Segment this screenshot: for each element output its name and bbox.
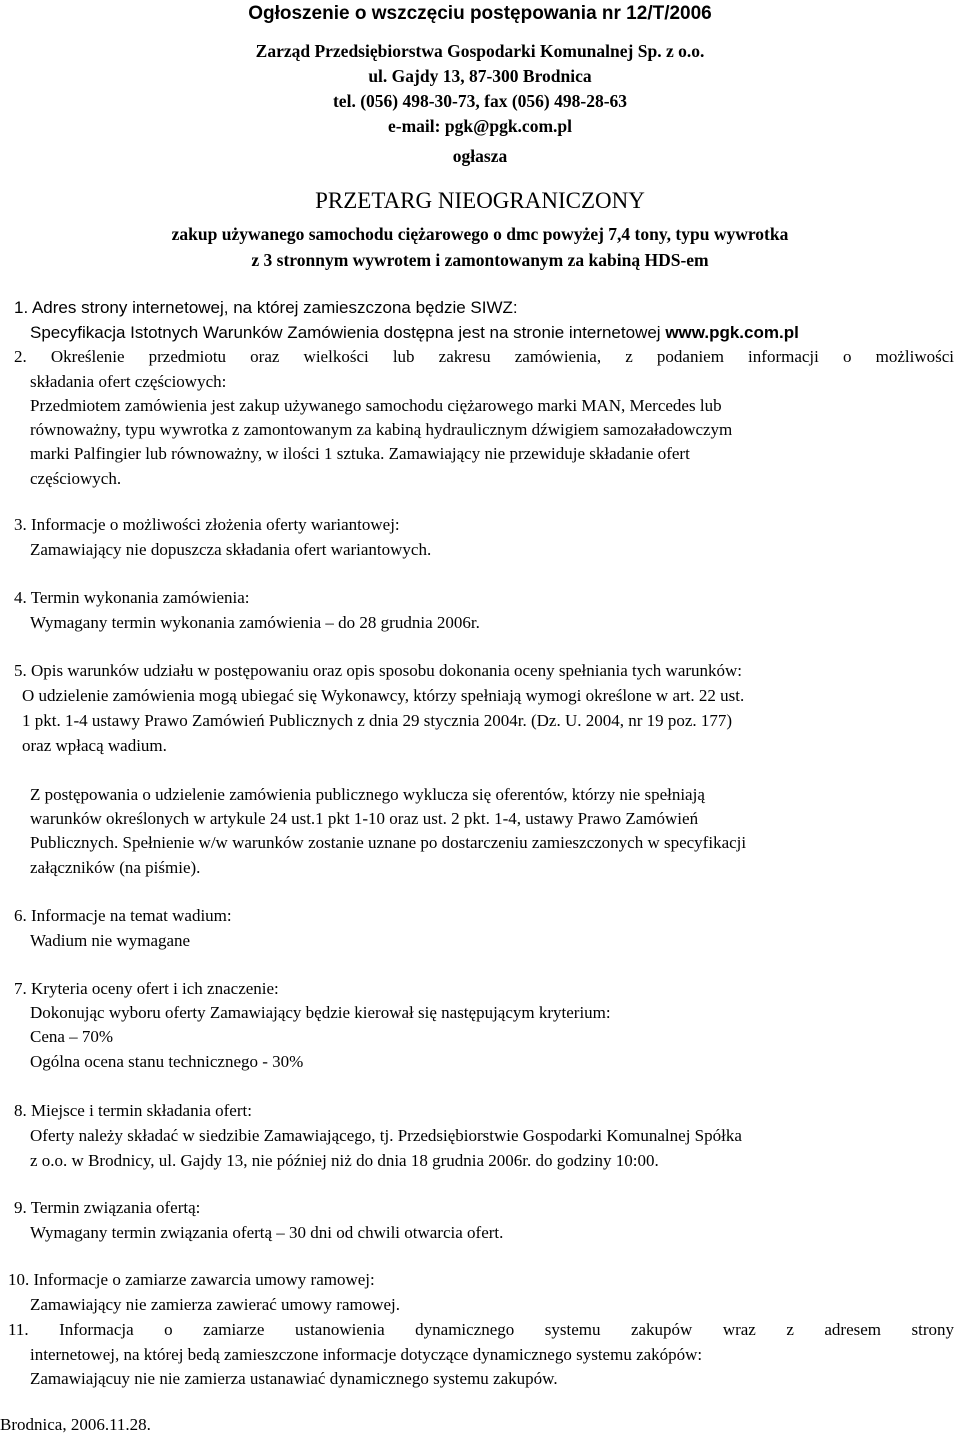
org-phone: tel. (056) 498-30-73, fax (056) 498-28-63 — [332, 91, 628, 111]
section-2-heading-cont: składania ofert częściowych: — [30, 372, 227, 391]
section-1-text — [30, 323, 799, 343]
section-5-text-2: 1 pkt. 1-4 ustawy Prawo Zamówień Publicznych z dnia 29 stycznia 2004r. (Dz. U. 2004, nr 19 poz. 177) — [22, 711, 733, 730]
section-4-heading: 4. Termin wykonania zamówienia: — [14, 588, 250, 607]
section-2-text-4: częściowych. — [30, 469, 122, 488]
section-2-text-3: marki Palfingier lub równoważny, w ilości 1 sztuka. Zamawiający nie przewiduje składanie ofert — [30, 444, 690, 463]
page-title: Ogłoszenie o wszczęciu postępowania nr 12/T/2006 — [248, 3, 712, 24]
section-6-heading: 6. Informacje na temat wadium: — [14, 906, 232, 925]
section-9-text: Wymagany termin związania ofertą – 30 dni od chwili otwarcia ofert. — [30, 1223, 504, 1242]
section-5-exclusion-4: załączników (na piśmie). — [30, 858, 201, 877]
section-5-exclusion-3: Publicznych. Spełnienie w/w warunków zostanie uznane po dostarczeniu zamieszczonych w specyfikacji — [30, 833, 747, 852]
section-7-text: Dokonując wyboru oferty Zamawiający będzie kierował się następującym kryterium: — [30, 1003, 611, 1022]
org-address: ul. Gajdy 13, 87-300 Brodnica — [368, 66, 592, 86]
tender-subject-line-1: zakup używanego samochodu ciężarowego o dmc powyżej 7,4 tony, typu wywrotka — [171, 224, 789, 244]
section-2-text-2: równoważny, typu wywrotka z zamontowanym za kabiną hydraulicznym dźwigiem samozaładowczym — [30, 420, 733, 439]
section-3-text: Zamawiający nie dopuszcza składania ofert wariantowych. — [30, 540, 432, 559]
section-10-heading: 10. Informacje o zamiarze zawarcia umowy ramowej: — [8, 1270, 375, 1289]
tender-type-heading: PRZETARG NIEOGRANICZONY — [315, 188, 645, 213]
section-10-text: Zamawiający nie zamierza zawierać umowy ramowej. — [30, 1295, 401, 1314]
section-2-heading: 2. Określenie przedmiotu oraz wielkości lub zakresu zamówienia, z podaniem informacji o możliwości — [14, 347, 954, 366]
tender-subject-line-2: z 3 stronnym wywrotem i zamontowanym za kabiną HDS-em — [251, 250, 709, 270]
org-email: e-mail: pgk@pgk.com.pl — [388, 116, 572, 136]
section-9-heading: 9. Termin związania ofertą: — [14, 1198, 201, 1217]
criterion-technical-condition: Ogólna ocena stanu technicznego - 30% — [30, 1052, 304, 1071]
section-5-text-3: oraz wpłacą wadium. — [22, 736, 167, 755]
section-1-text-label: Specyfikacja Istotnych Warunków Zamówienia dostępna jest na stronie internetowej — [30, 323, 661, 342]
section-7-heading: 7. Kryteria oceny ofert i ich znaczenie: — [14, 979, 279, 998]
place-and-date: Brodnica, 2006.11.28. — [0, 1415, 151, 1434]
announces-label: ogłasza — [452, 146, 508, 166]
section-11-text: Zamawiającuy nie nie zamierza ustanawiać dynamicznego systemu zakupów. — [30, 1369, 558, 1388]
section-11-heading-cont: internetowej, na której bedą zamieszczone informacje dotyczące dynamicznego systemu zakópów: — [30, 1345, 703, 1364]
section-1-heading: 1. Adres strony internetowej, na której zamieszczona będzie SIWZ: — [14, 298, 518, 317]
section-5-exclusion-2: warunków określonych w artykule 24 ust.1 pkt 1-10 oraz ust. 2 pkt. 1-4, ustawy Prawo Zamówień — [30, 809, 699, 828]
section-6-text: Wadium nie wymagane — [30, 931, 191, 950]
section-3-heading: 3. Informacje o możliwości złożenia oferty wariantowej: — [14, 515, 400, 534]
org-name: Zarząd Przedsiębiorstwa Gospodarki Komunalnej Sp. z o.o. — [255, 41, 705, 61]
criterion-price: Cena – 70% — [30, 1027, 114, 1046]
website-link[interactable]: www.pgk.com.pl — [665, 323, 799, 342]
section-8-text-1: Oferty należy składać w siedzibie Zamawiającego, tj. Przedsiębiorstwie Gospodarki Komunalnej Spółka — [30, 1126, 742, 1145]
section-5-heading: 5. Opis warunków udziału w postępowaniu oraz opis sposobu dokonania oceny spełniania tych warunków: — [14, 661, 743, 680]
section-11-heading: 11. Informacja o zamiarze ustanowienia dynamicznego systemu zakupów wraz z adresem strony — [8, 1320, 954, 1339]
section-5-exclusion-1: Z postępowania o udzielenie zamówienia publicznego wyklucza się oferentów, którzy nie spełniają — [30, 785, 705, 804]
section-2-text-1: Przedmiotem zamówienia jest zakup używanego samochodu ciężarowego marki MAN, Mercedes lub — [30, 396, 722, 415]
section-8-text-2: z o.o. w Brodnicy, ul. Gajdy 13, nie później niż do dnia 18 grudnia 2006r. do godziny 10:00. — [30, 1151, 659, 1170]
section-8-heading: 8. Miejsce i termin składania ofert: — [14, 1101, 252, 1120]
section-4-text: Wymagany termin wykonania zamówienia – do 28 grudnia 2006r. — [30, 613, 480, 632]
section-5-text-1: O udzielenie zamówienia mogą ubiegać się Wykonawcy, którzy spełniają wymogi określone w art. 22 ust. — [22, 686, 745, 705]
